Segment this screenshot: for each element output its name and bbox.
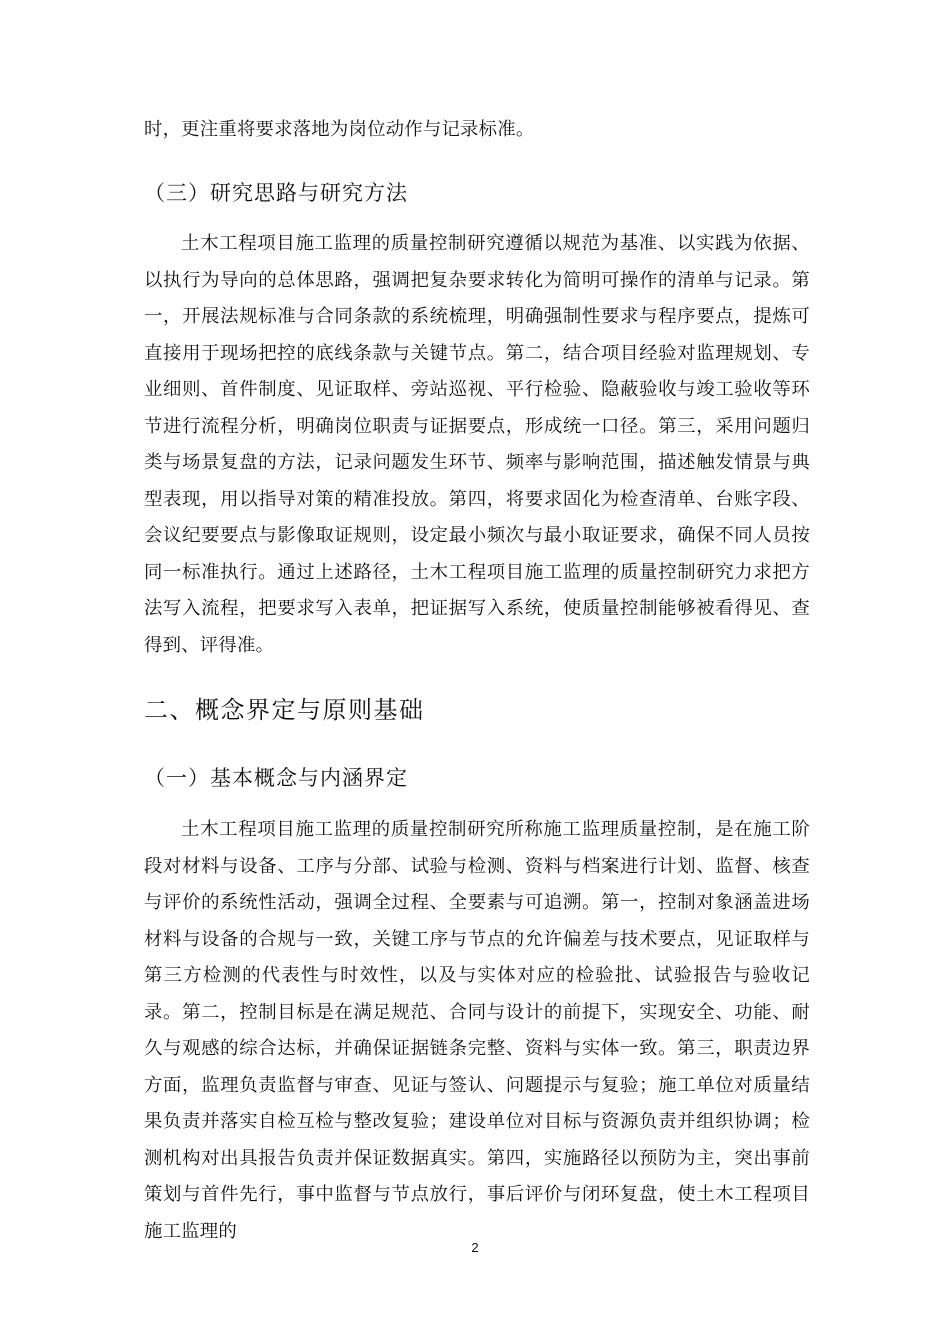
research-approach-paragraph: 土木工程项目施工监理的质量控制研究遵循以规范为基准、以实践为依据、以执行为导向的总体思路，强调把复杂要求转化为简明可操作的清单与记录。第一，开展法规标准与合同条款的系统梳理，明确强制性要求与程序要点，提炼可直接用于现场把控的底线条款与关键节点。第二，结合项目经验对监理规划、专业细则、首件制度、见证取样、旁站巡视、平行检验、隐蔽验收与竣工验收等环节进行流程分析，明确岗位职责与证据要点，形成统一口径。第三，采用问题归类与场景复盘的方法，记录问题发生环节、频率与影响范围，描述触发情景与典型表现，用以指导对策的精准投放。第四，将要求固化为检查清单、台账字段、会议纪要要点与影像取证规则，设定最小频次与最小取证要求，确保不同人员按同一标准执行。通过上述路径，土木工程项目施工监理的质量控制研究力求把方法写入流程，把要求写入表单，把证据写入系统，使质量控制能够被看得见、查得到、评得准。 xyxy=(144,233,810,656)
page-number: 2 xyxy=(471,1240,479,1255)
page-content xyxy=(144,112,810,1250)
basic-concepts-paragraph: 土木工程项目施工监理的质量控制研究所称施工监理质量控制，是在施工阶段对材料与设备、工序与分部、试验与检测、资料与档案进行计划、监督、核查与评价的系统性活动，强调全过程、全要素与可追溯。第一，控制对象涵盖进场材料与设备的合规与一致，关键工序与节点的允许偏差与技术要点，见证取样与第三方检测的代表性与时效性，以及与实体对应的检验批、试验报告与验收记录。第二，控制目标是在满足规范、合同与设计的前提下，实现安全、功能、耐久与观感的综合达标，并确保证据链条完整、资料与实体一致。第三，职责边界方面，监理负责监督与审查、见证与签认、问题提示与复验；施工单位对质量结果负责并落实自检互检与整改复验；建设单位对目标与资源负责并组织协调；检测机构对出具报告负责并保证数据真实。第四，实施路径以预防为主，突出事前策划与首件先行，事中监督与节点放行，事后评价与闭环复盘，使土木工程项目施工监理的 xyxy=(144,819,810,1242)
chapter-heading-concepts: 二、概念界定与原则基础 xyxy=(144,696,425,724)
continued-paragraph: 时，更注重将要求落地为岗位动作与记录标准。 xyxy=(144,119,535,140)
section-heading-basic-concepts: （一）基本概念与内涵界定 xyxy=(144,766,408,790)
section-heading-research-approach: （三）研究思路与研究方法 xyxy=(144,181,408,205)
